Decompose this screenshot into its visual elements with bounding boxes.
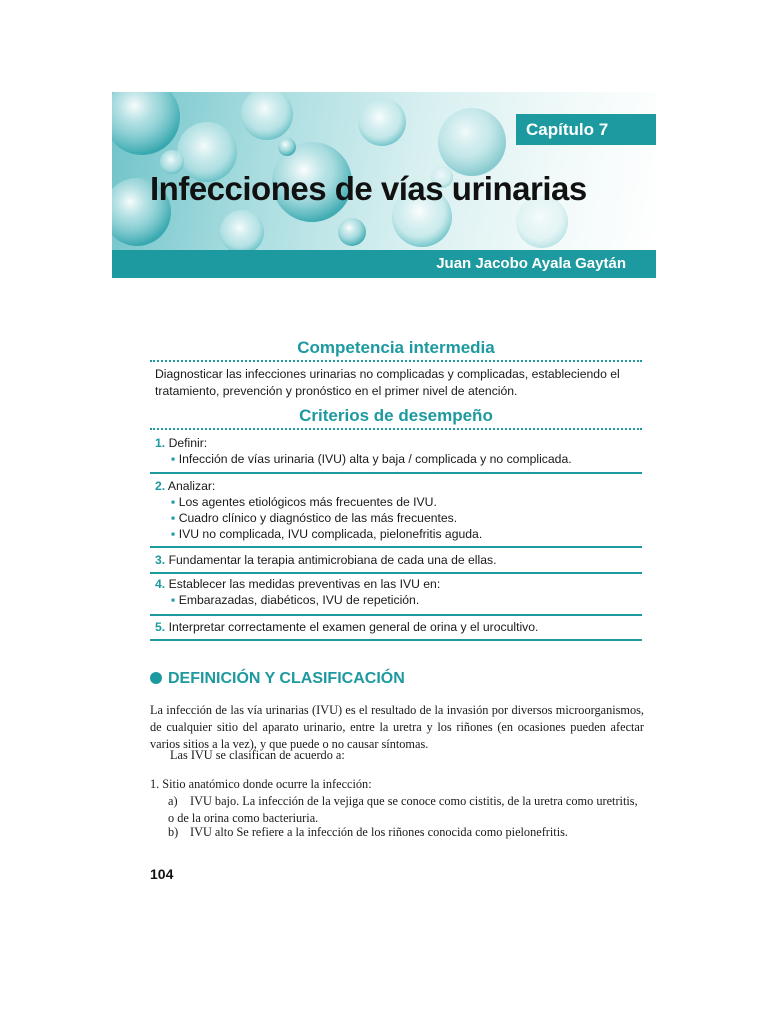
criterios-heading: Criterios de desempeño bbox=[299, 406, 493, 425]
bullet-dot-icon bbox=[150, 672, 162, 684]
chapter-title: Infecciones de vías urinarias bbox=[150, 170, 587, 207]
competencia-heading: Competencia intermedia bbox=[297, 338, 495, 357]
classification-intro: Las IVU se clasifican de acuerdo a: bbox=[170, 748, 345, 762]
page-number: 104 bbox=[150, 866, 174, 882]
definition-paragraph: La infección de las vía urinarias (IVU) es el resultado de la invasión por diversos microorganismos, de cualquier sitio del aparato urinario, entre la uretra y los riñones (en ocasiones pueden afectar varios sitios a la vez), y que puede o no causar síntomas. bbox=[150, 703, 644, 751]
chapter-label: Capítulo 7 bbox=[516, 114, 656, 145]
criterio-separator bbox=[150, 546, 642, 548]
classification-item-1: 1. Sitio anatómico donde ocurre la infección: bbox=[150, 777, 372, 791]
criterio-item-4: 4. Establecer las medidas preventivas en las IVU en: ▪ Embarazadas, diabéticos, IVU de repetición. bbox=[155, 577, 441, 607]
criterio-item-3: 3. Fundamentar la terapia antimicrobiana de cada una de ellas. bbox=[155, 553, 497, 567]
criterio-separator bbox=[150, 639, 642, 641]
author-name: Juan Jacobo Ayala Gaytán bbox=[112, 250, 656, 278]
dotted-divider bbox=[150, 428, 642, 430]
criterio-item-2: 2. Analizar: ▪ Los agentes etiológicos más frecuentes de IVU. ▪ Cuadro clínico y diagnóstico de las más frecuentes. ▪ IVU no complicada, IVU complicada, pielonefritis aguda. bbox=[155, 479, 483, 541]
dotted-divider bbox=[150, 360, 642, 362]
classification-subitem-a: a) IVU bajo. La infección de la vejiga que se conoce como cistitis, de la uretra como uretritis, o de la orina como bacteriuria. bbox=[168, 794, 638, 825]
criterio-item-1: 1. Definir: ▪ Infección de vías urinaria (IVU) alta y baja / complicada y no complicada. bbox=[155, 436, 572, 466]
criterio-item-5: 5. Interpretar correctamente el examen general de orina y el urocultivo. bbox=[155, 620, 539, 634]
criterio-separator bbox=[150, 614, 642, 616]
criterio-separator bbox=[150, 472, 642, 474]
criterio-separator bbox=[150, 572, 642, 574]
section-heading: DEFINICIÓN Y CLASIFICACIÓN bbox=[150, 670, 405, 688]
classification-subitem-b: b) IVU alto Se refiere a la infección de los riñones conocida como pielonefritis. bbox=[168, 825, 568, 839]
competencia-text: Diagnosticar las infecciones urinarias no complicadas y complicadas, estableciendo el tratamiento, prevención y pronóstico en el primer nivel de atención. bbox=[155, 367, 620, 398]
